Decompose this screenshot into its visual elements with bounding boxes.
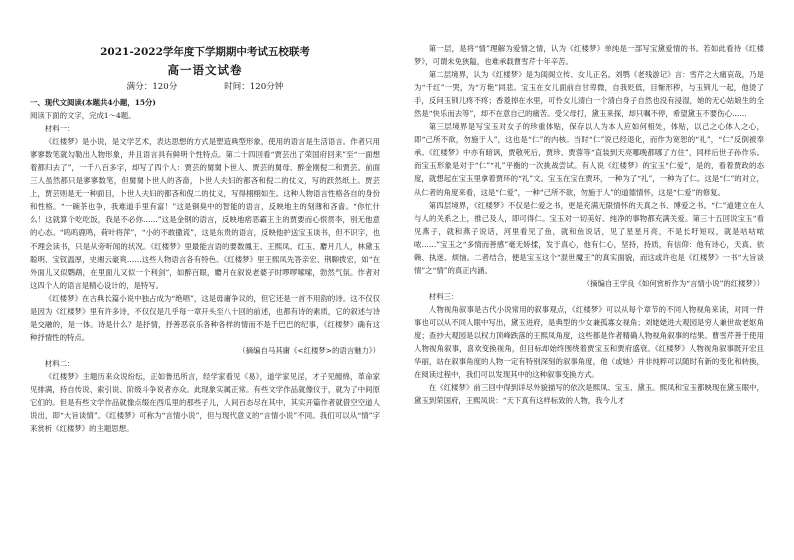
- exam-meta: [30, 80, 380, 92]
- exam-time: 时间：120分钟: [224, 82, 284, 92]
- material2-paragraph: 第一层，是将“情”理解为爱情之情，认为《红楼梦》单纯是一部写宝黛爱情的书。若如此看待《红楼梦》，可谓未免狭隘，也难承载曹雪芹十年辛苦。: [414, 44, 764, 67]
- material3-paragraph: 在《红楼梦》前三回中得到详尽外貌描写的依次是熙凤、宝玉、黛玉。熙凤和宝玉都映现在黛玉眼中，黛玉到荣国府，王熙凤说：“天下真有这样标致的人物，我今儿才: [414, 383, 764, 406]
- material3-paragraph: 人物视角叙事是古代小说常用的叙事观点，《红楼梦》可以从每个章节的不同人物视角来读，对同一件事也可以从不同人眼中写出，黛玉进府，是典型的少女兼孤寡女视角；刘姥姥进大观园是穷人兼世故老妪角度；查抄大观园是以权力顶峰跌落的王熙凤角度，这些都是作者精确人物视角叙事的结果。曹雪芹善于使用人物视角叙事，喜欢变换视角，但目标却始终围绕着贾宝玉和贾府盛衰。《红楼梦》人物视角叙事既开宏且华丽，站在叙事角度的人物一定有特别深刻的叙事角度，他（或她）并非纯粹可以随时有新的变化和转换，在阅读过程中，我们可以发现其中的这种叙事变换方式。: [414, 304, 764, 380]
- material1-paragraph: 《红楼梦》是小说，是文学艺术，表达思想的方式是塑造典型形象，使用的语言是生活语言。作者只用寥寥数笔就勾勒出人物形象，并且语言具有鲜明个性特点。第二十四回看“贾芸出了荣国府回来”至“一面想着都归去了”，一千八百多字，却写了四个人：贾芸的舅舅卜世人、贾芸的舅母、醉金刚倪二和贾芸。前面三人虽然都只是寥寥数笔，但舅舅卜世人的吝啬，卜世人夫妇的都吝和倪二的仗义，写的跃然纸上。贾芸上，贾芸则是无一种面目，卜世人夫妇的都吝和倪二的仗义，写得栩栩如生。这种人物语言性格各自的身份和性格。“一碗茶也争，我难道手里有富！”这是铜臭中的智能的语言，反映地主的刻薄和吝啬。“你忙什么！这就算个吃吃饭，我是不必你……”这是金钢的语言，反映地痞恶霸王主的贾要而心恨贯李，别无他意的心态。“呜呜鹿鸣，荷叶将萍”，“小的不敢撒谎”，这是东贵的语言，反映他护送宝玉谈书，但不识字，也不理会读书，只是从旁听闻的状况。《红楼梦》里最能言语的要数鳳王、王熙凤、红玉、麝月几人，林黛玉聪明、宝钗温厚，史湘云豪爽……这些人物语言各有特色。《红楼梦》里王熙凤先答亲宏、荆聊拨宏，如“在外面儿又似鹦鹉，在里面儿又似一个利剑”，如醉百眼，麝月在叙说老婆子时啰啰嗦嗦，勃然气氛。作者对这四个人的语言是精心设计的，是特写。: [30, 137, 380, 290]
- full-score: 满分：120分: [126, 82, 178, 92]
- paper-title: 高一语文试卷: [167, 63, 243, 77]
- material2-paragraph: 第四层境界，《红楼梦》不仅是仁爱之书，更是充满无限情怀的天真之书、博爱之书。“仁”道建立在人与人的关系之上，推己及人，即可得仁。宝玉对一切美好、纯净的事物都充满关爱。第三十五回说宝玉“看见燕子，就和燕子说话，河里看见了鱼，就和鱼说话，见了星星月亮，不是长吁短叹，就是咕咕哝哝……”宝玉之“多情而善感”毫无矫揉，发于真心，他有仁心，坚持，持质，有信仰：他有诗心，天真、依赖、执迷、烦恼。二者结合，便是宝玉这个“混世魔王”的真实面貌，而这或许也是《红楼梦》一书“大旨谈情”之“情”的真正内涵。: [414, 200, 764, 275]
- material-label: 材料二：: [44, 358, 75, 368]
- material-label: 材料三：: [428, 291, 459, 301]
- material1-source: （摘编自马其庸《<红楼梦>的语言魅力》）: [238, 345, 380, 355]
- material2-source: （摘编自王学良《如何赏析作为“言情小说”的红楼梦》）: [582, 278, 764, 288]
- section-heading: 一、现代文阅读(本题共4小题，15分): [30, 98, 156, 107]
- left-column: [30, 96, 380, 435]
- material1-paragraph: 《红楼梦》在古典长篇小说中独占成为“绝唱”，这是毋庸争议的，但它还是一首不用韵的诗。这不仅仅是因为《红楼梦》里有许多诗，不仅仅是几乎每一章开头至八十回的前述，也都有诗的素质，它的叙述与诗是交融的，是一体。诗是什么？是抒情，抒善恶哀乐各种各样的情而不是千巴巴的纪事，《红楼梦》确有这种抒情性的特点。: [30, 293, 380, 342]
- right-column: [414, 42, 764, 407]
- material-label: 材料一：: [44, 124, 75, 134]
- material2-paragraph: 第二层境界，认为《红楼梦》是为闺阁立传、女儿正名。刘鹗《老残游记》言：雪芹之大痛哀哉，乃是为“千红”一哭，为“万艳”同悲。宝玉在女儿面前自甘卑微，自我贬低，目惭形秽，与玉钏儿一起，他烫了手，反问玉钏儿疼不疼；香菱掉在水里，可怜女儿清白一个清白身子自然也没有浸湿，她的无心姑娘生的全然是“快乐而去等”，却不在意自己的痛苦。受父母打，黛玉来探，却只嘱不停，希望黛玉不要伤心……: [414, 70, 764, 119]
- section-subheading: 阅读下面的文字，完成1～4题。: [30, 111, 136, 121]
- material2-paragraph: 第三层境界是写宝玉对女子的珍重体贴，保存以人为本人应如何相处，体贴，以己之心体人之心，即“己所不欲，勿施于人”，这也是“仁”的内核。当时“仁”说已经退化，而作为宽恕的“礼”，“仁”反倒被奉承。《红楼梦》中亦有暗讽，贾敬死后，贾珍、贾蓉等“直装到天亮哪晚都哪了方住”，同样后世子孙作乐。而宝玉形象是对于“仁”“礼”平衡的一次挑战尝试。有人说《红楼梦》的宝玉“仁爱”，是的，看着贾政的态度，就想起在宝玉里拿着贾环的“礼”文。宝玉在宝在贾环，一种为了“礼”，一种为了仁。这是“仁”的对立，从仁者的角度来看，这是“仁爱”，一种“己所不欲，勿施于人”的道德情怀，这是“仁爱”的修复。: [414, 122, 764, 197]
- material2-paragraph: 《红楼梦》主题历来众说纷纭，正如鲁迅所言，经学家看见《易》，道学家见淫，才子见缠绵，革命家见排满，持自传说、索引说、阶级斗争说者亦众。此现象实属正常。有些文学作品就像仪于，就为了中间原它们的。但是有些文学作品就像点缀在西瓜里的那些子儿，人间百态尽在其中，其实开篇作者就借空空道人说出，即“大旨谈情”。《红楼梦》可称为“言情小说”，但与现代意义的“言情小说”不同。我们可以从“情”字来赏析《红楼梦》的主题思想。: [30, 371, 380, 434]
- exam-title: 2021-2022学年度下学期期中考试五校联考: [100, 46, 310, 58]
